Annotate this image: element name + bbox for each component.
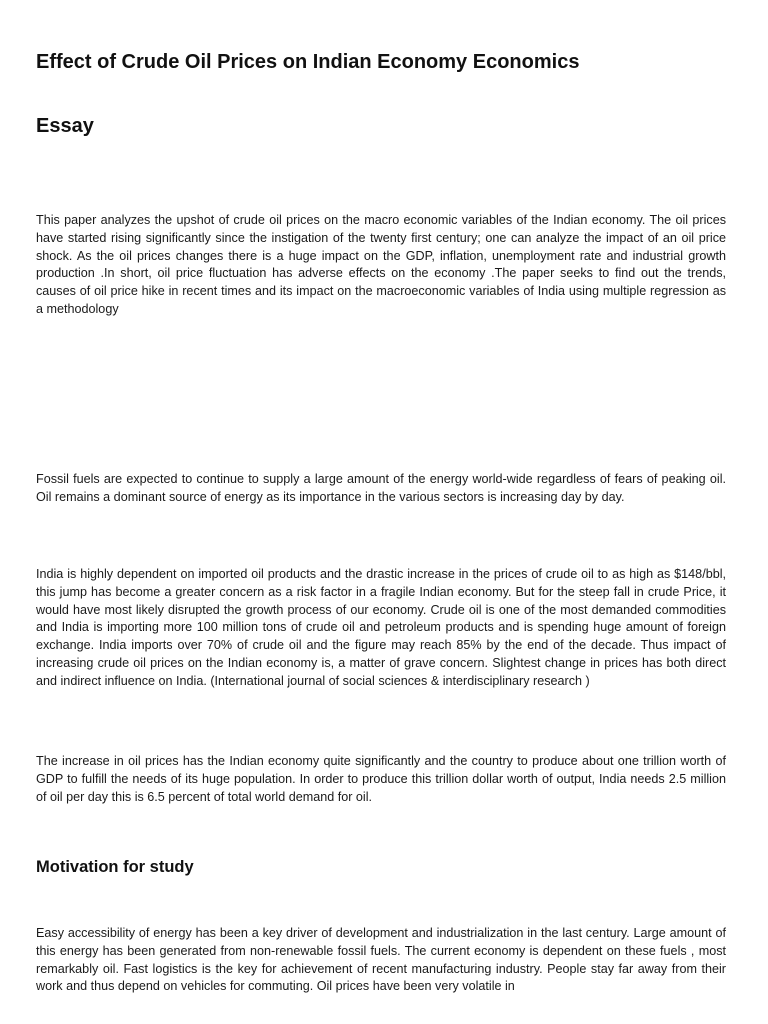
abstract-paragraph: This paper analyzes the upshot of crude oil prices on the macro economic variables of the Indian economy. The oil prices have started rising significantly since the instigation of the twenty first century; one can analyze the impact of an oil price shock. As the oil prices changes there is a huge impact on the GDP, inflation, unemployment rate and industrial growth production .In short, oil price fluctuation has adverse effects on the economy .The paper seeks to find out the trends, causes of oil price hike in recent times and its impact on the macroeconomic variables of India using multiple regression as a methodology [36,213,726,316]
motivation-paragraph: Easy accessibility of energy has been a key driver of development and industrialization in the last century. Large amount of this energy has been generated from non-renewable fossil fuels. The current economy is dependent on these fuels , most remarkably oil. Fast logistics is the key for achievement of recent manufacturing industry. People stay far away from their work and thus depend on vehicles for commuting. Oil prices have been very volatile in [36,926,726,994]
section-heading-motivation: Motivation for study [36,858,194,876]
document-title: Effect of Crude Oil Prices on Indian Economy Economics [36,51,580,73]
document-title-continuation: Essay [36,115,94,137]
india-dependence-paragraph: India is highly dependent on imported oil products and the drastic increase in the prices of crude oil to as high as $148/bbl, this jump has become a greater concern as a risk factor in a fragile Indian economy. But for the steep fall in crude Price, it would have most likely disrupted the growth process of our economy. Crude oil is one of the most demanded commodities and India is importing more 100 million tons of crude oil and petroleum products and is spending huge amount of foreign exchange. India imports over 70% of crude oil and the figure may reach 85% by the end of the decade. Thus impact of increasing crude oil prices on the Indian economy is, a matter of grave concern. Slightest change in prices has both direct and indirect influence on India. (International journal of social sciences & interdisciplinary research ) [36,567,726,688]
fossil-fuels-paragraph: Fossil fuels are expected to continue to supply a large amount of the energy world-wide regardless of fears of peaking oil. Oil remains a dominant source of energy as its importance in the various sectors is increasing day by day. [36,472,726,504]
oil-increase-paragraph: The increase in oil prices has the Indian economy quite significantly and the country to produce about one trillion worth of GDP to fulfill the needs of its huge population. In order to produce this trillion dollar worth of output, India needs 2.5 million of oil per day this is 6.5 percent of total world demand for oil. [36,754,726,804]
